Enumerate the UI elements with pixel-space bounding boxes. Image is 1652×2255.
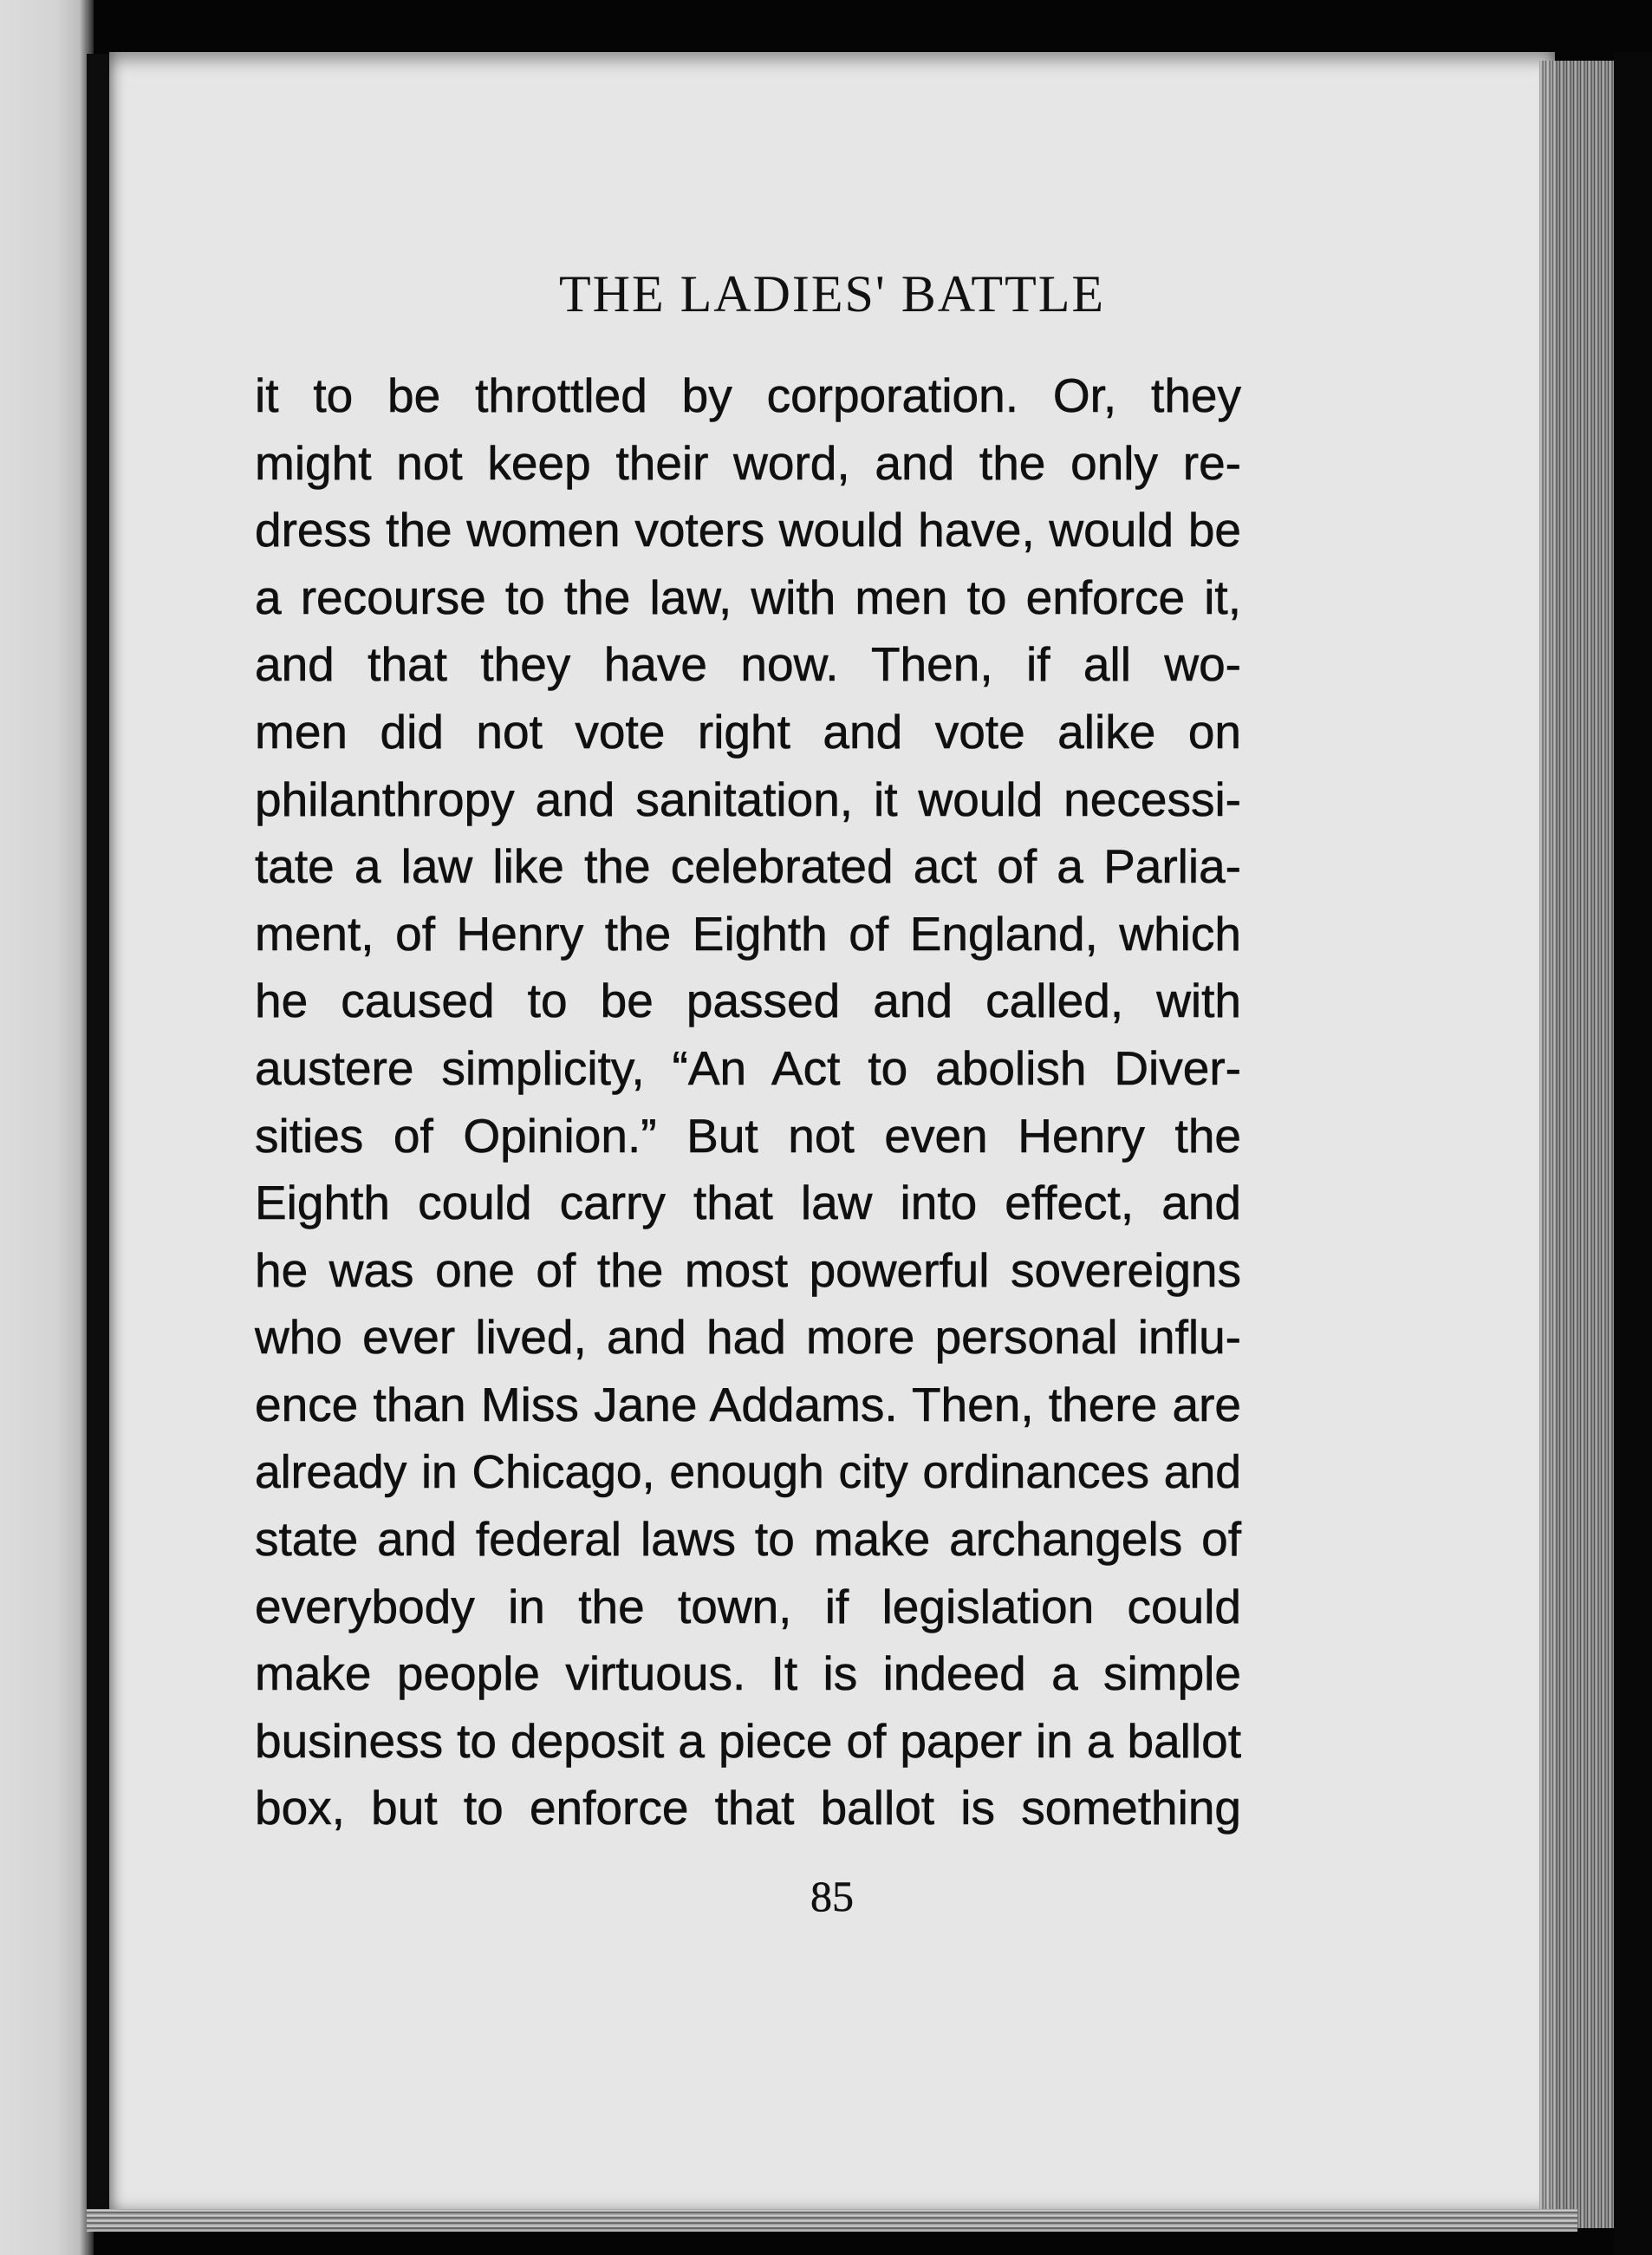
text-line: box, but to enforce that ballot is something: [255, 1781, 1241, 1835]
running-header: THE LADIES' BATTLE: [558, 265, 1106, 323]
text-line: a recourse to the law, with men to enforce it,: [255, 570, 1241, 624]
text-line: Eighth could carry that law into effect, and: [255, 1176, 1241, 1230]
text-line: it to be throttled by corporation. Or, they: [255, 368, 1241, 422]
scan-border-right: [1614, 52, 1652, 2255]
text-line: austere simplicity, “An Act to abolish Diver-: [255, 1040, 1241, 1095]
body-text: [255, 362, 1241, 1842]
page-number: 85: [810, 1872, 854, 1920]
text-line: make people virtuous. It is indeed a simple: [255, 1646, 1241, 1701]
text-line: business to deposit a piece of paper in a ballot: [255, 1713, 1241, 1768]
facing-page-edge: [0, 0, 94, 2255]
text-line: sities of Opinion.” But not even Henry the: [255, 1108, 1241, 1163]
text-line: everybody in the town, if legislation could: [255, 1579, 1241, 1633]
book-binding: [87, 54, 111, 2221]
text-line: philanthropy and sanitation, it would necessi-: [255, 772, 1241, 826]
text-line: state and federal laws to make archangels of: [255, 1512, 1241, 1567]
text-line: men did not vote right and vote alike on: [255, 704, 1241, 759]
text-line: ence than Miss Jane Addams. Then, there are: [255, 1377, 1241, 1431]
text-line: he was one of the most powerful sovereigns: [255, 1242, 1241, 1297]
text-line: dress the women voters would have, would be: [255, 503, 1241, 557]
text-line: already in Chicago, enough city ordinances and: [255, 1446, 1241, 1498]
text-line: might not keep their word, and the only re-: [255, 435, 1241, 490]
text-line: and that they have now. Then, if all wo-: [255, 637, 1241, 692]
text-line: tate a law like the celebrated act of a Parlia-: [255, 839, 1241, 894]
text-line: he caused to be passed and called, with: [255, 974, 1241, 1028]
page-edge-stack-bottom: [87, 2209, 1577, 2232]
text-line: who ever lived, and had more personal influ-: [255, 1310, 1241, 1365]
text-line: ment, of Henry the Eighth of England, which: [255, 906, 1241, 961]
